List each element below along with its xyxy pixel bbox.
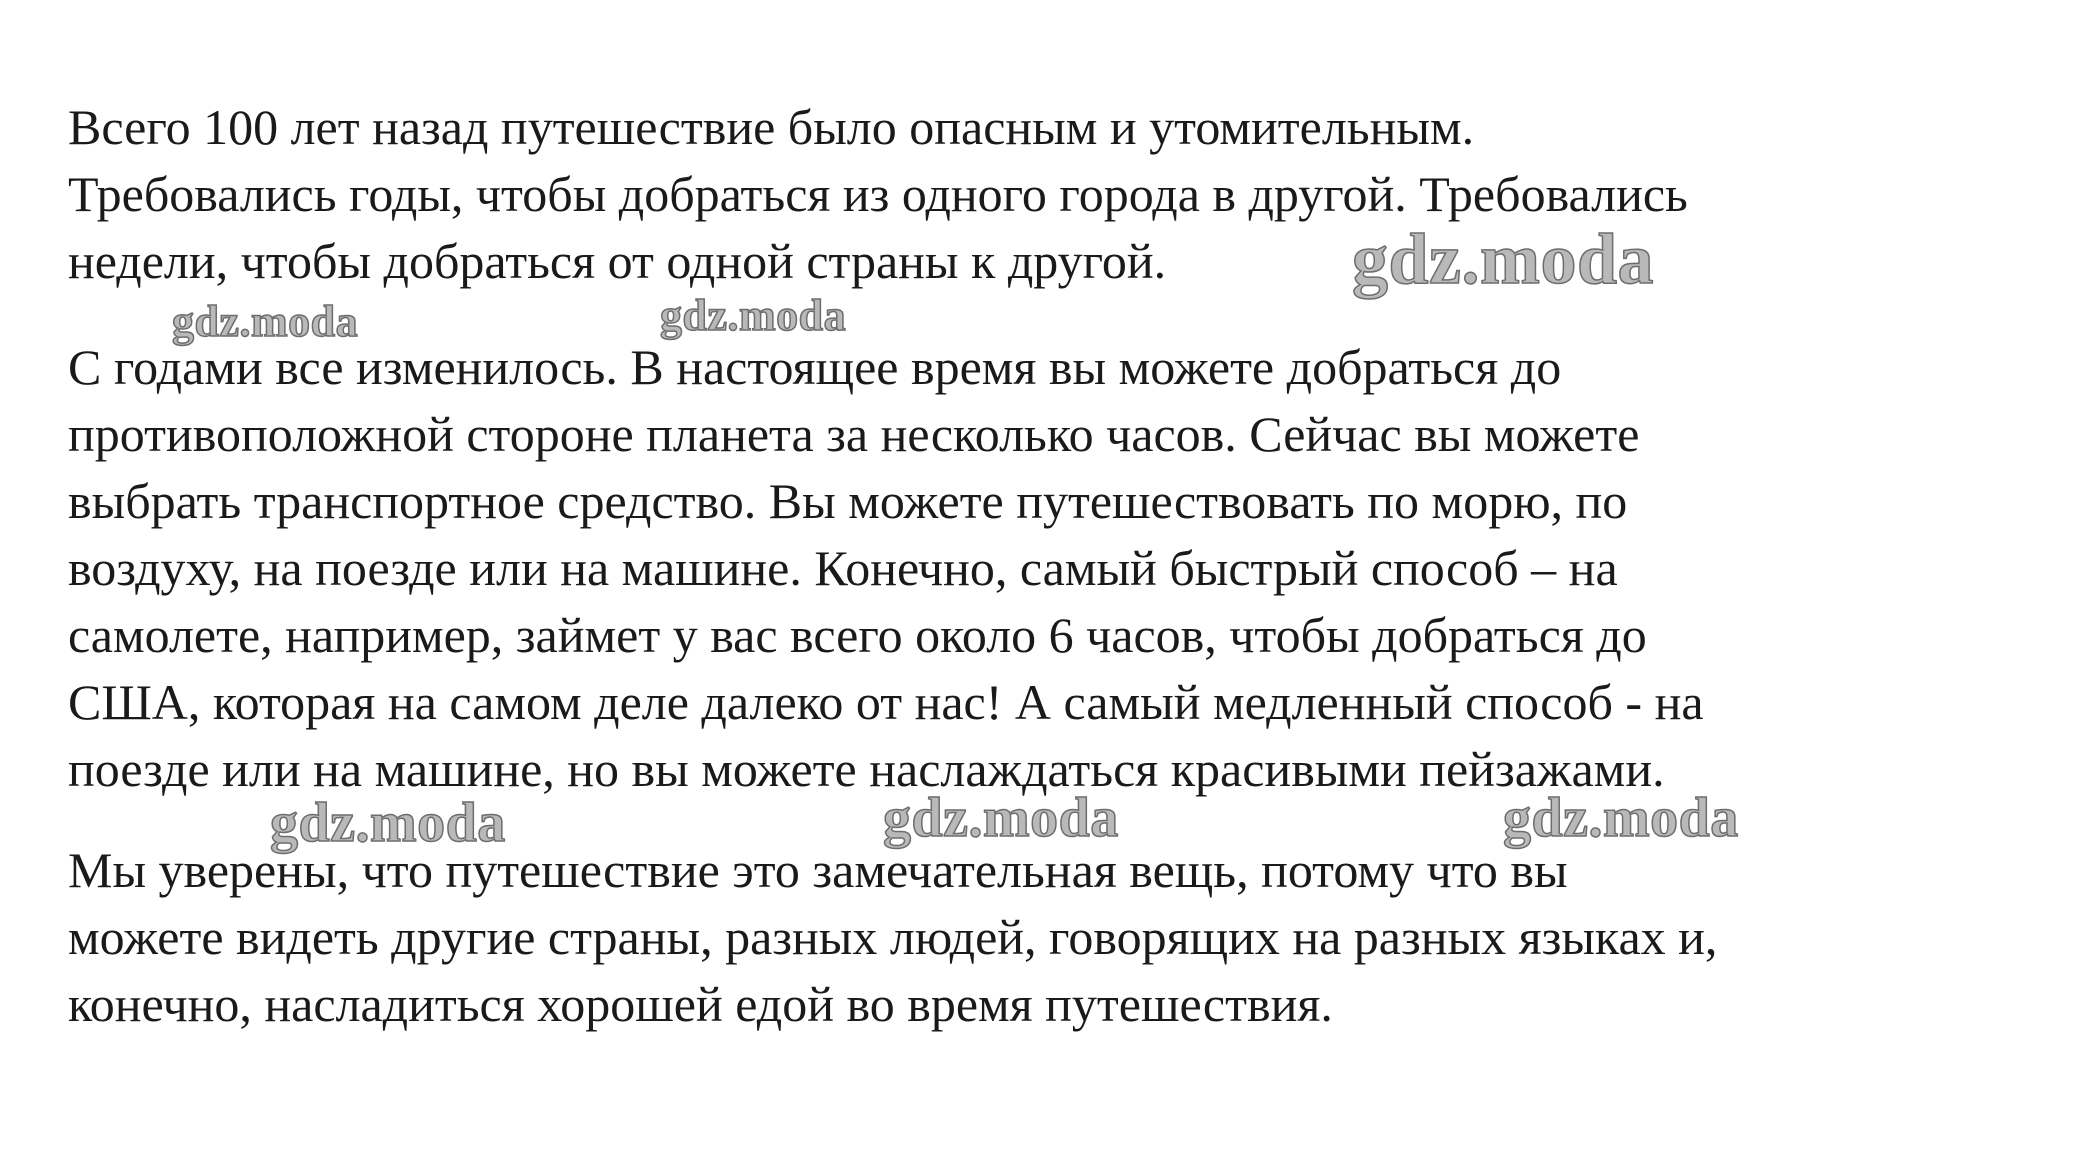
watermark: gdz.moda [883,787,1119,849]
text-line: США, которая на самом деле далеко от нас! А самый медленный способ - на [68,674,1704,730]
text-line: конечно, насладиться хорошей едой во время путешествия. [68,976,1333,1032]
text-line: С годами все изменилось. В настоящее время вы можете добраться до [68,339,1562,395]
text-line: противоположной стороне планета за несколько часов. Сейчас вы можете [68,406,1640,462]
watermark: gdz.moda [1503,787,1739,849]
text-line: Мы уверены, что путешествие это замечательная вещь, потому что вы [68,842,1568,898]
text-line: выбрать транспортное средство. Вы можете путешествовать по морю, по [68,473,1628,529]
text-line: Всего 100 лет назад путешествие было опасным и утомительным. [68,99,1475,155]
text-line: воздуху, на поезде или на машине. Конечно, самый быстрый способ – на [68,540,1618,596]
paragraph-3 [68,837,1717,1038]
text-line: поезде или на машине, но вы можете наслаждаться красивыми пейзажами. [68,741,1665,797]
text-line: Требовались годы, чтобы добраться из одного города в другой. Требовались [68,166,1688,222]
paragraph-2 [68,334,1704,803]
watermark: gdz.moda [172,297,359,346]
watermark: gdz.moda [1352,219,1655,299]
text-line: можете видеть другие страны, разных людей, говорящих на разных языках и, [68,909,1718,965]
watermark: gdz.moda [270,792,506,854]
watermark: gdz.moda [660,291,847,340]
text-line: самолете, например, займет у вас всего около 6 часов, чтобы добраться до [68,607,1647,663]
text-line: недели, чтобы добраться от одной страны к другой. [68,233,1167,289]
